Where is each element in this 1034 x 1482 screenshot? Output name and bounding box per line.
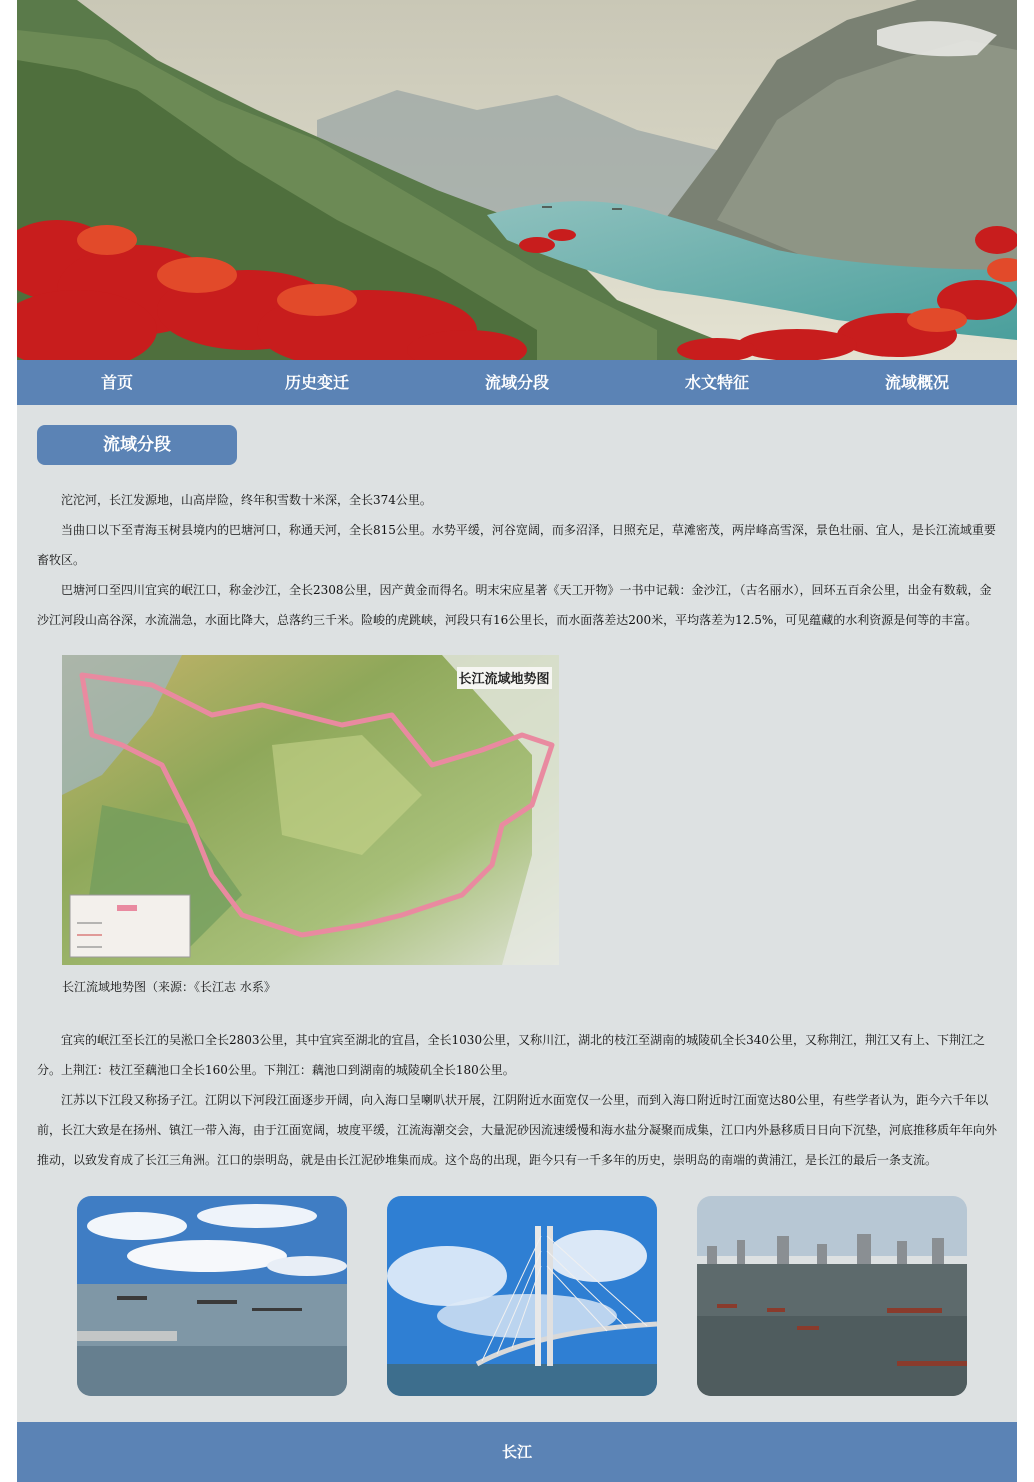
bridge-photo: [387, 1196, 657, 1396]
map-title: 长江流域地势图: [458, 672, 550, 687]
nav-item-hydrology[interactable]: 水文特征: [684, 373, 749, 392]
content-bottom: [37, 1025, 999, 1175]
nav-item-home[interactable]: 首页: [100, 373, 133, 392]
main-nav: [17, 360, 1017, 405]
paragraph: 巴塘河口至四川宜宾的岷江口，称金沙江，全长2308公里，因产黄金而得名。明末宋应星著《天工开物》一书中记载：金沙江，（古名丽水），回环五百余公里，出金有数载，金沙江河段山高谷深，水流湍急，水面比降大，总落约三千米。险峻的虎跳峡，河段只有16公里长，而水面落差达200米，平均落差为12.5%，可见蕴藏的水利资源是何等的丰富。: [37, 583, 992, 627]
nav-item-overview[interactable]: 流域概况: [884, 373, 949, 392]
footer: [17, 1422, 1017, 1482]
nav-item-segments[interactable]: 流域分段: [484, 373, 549, 392]
map-caption: 长江流域地势图（来源：《长江志 水系》: [62, 980, 276, 994]
page: [17, 0, 1017, 1482]
footer-text: 长江: [501, 1443, 532, 1461]
paragraph: 当曲口以下至青海玉树县境内的巴塘河口，称通天河，全长815公里。水势平缓，河谷宽阔，而多沼泽，日照充足，草滩密茂，两岸峰高雪深，景色壮丽、宜人，是长江流域重要畜牧区。: [37, 523, 996, 567]
paragraph: 沱沱河，长江发源地，山高岸险，终年积雪数十米深，全长374公里。: [61, 493, 432, 507]
terrain-map-image: [62, 655, 559, 965]
city-river-photo: [697, 1196, 967, 1396]
nav-item-history[interactable]: 历史变迁: [284, 373, 349, 392]
river-mouth-photo: [77, 1196, 347, 1396]
paragraph: 江苏以下江段又称扬子江。江阴以下河段江面逐步开阔，向入海口呈喇叭状开展，江阴附近水面宽仅一公里，而到入海口附近时江面宽达80公里，有些学者认为，距今六千年以前，长江大致是在扬州、镇江一带入海，由于江面宽阔，坡度平缓，江流海潮交会，大量泥砂因流速缓慢和海水盐分凝聚而成集，江口内外悬移质日日向下沉垫，河底推移质年年向外推动，以致发育成了长江三角洲。江口的崇明岛，就是由长江泥砂堆集而成。这个岛的出现，距今只有一千多年的历史，崇明岛的南端的黄浦江，是长江的最后一条支流。: [37, 1093, 998, 1167]
content-top: [37, 485, 999, 635]
paragraph: 宜宾的岷江至长江的吴淞口全长2803公里，其中宜宾至湖北的宜昌，全长1030公里，又称川江，湖北的枝江至湖南的城陵矶全长340公里，又称荆江，荆江又有上、下荆江之分。上荆江：枝江至藕池口全长160公里。下荆江：藕池口到湖南的城陵矶全长180公里。: [37, 1033, 985, 1077]
banner-image: [17, 0, 1017, 360]
section-title: 流域分段: [37, 425, 237, 465]
